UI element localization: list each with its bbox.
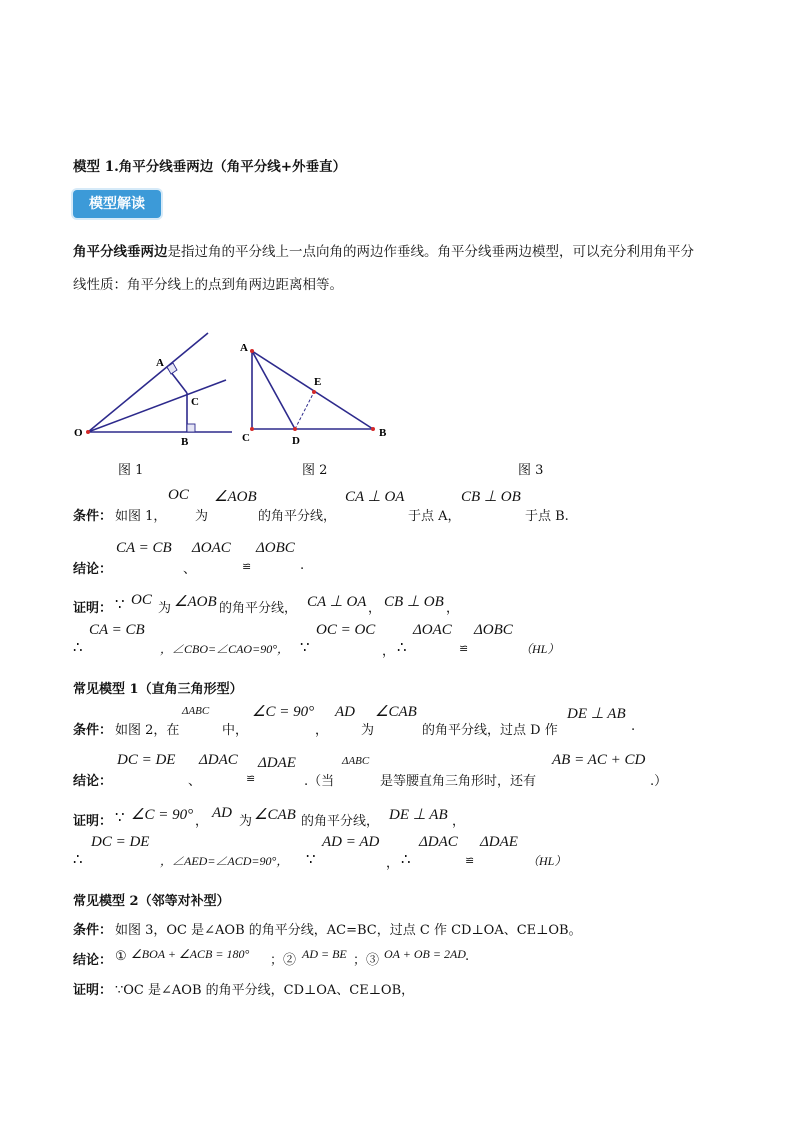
model0-proof-therefore-2: ∴ <box>397 638 407 656</box>
model1-proof-ad-eq-ad: AD = AD <box>322 834 380 850</box>
intro-line-1 <box>73 240 694 260</box>
model0-proof-oc: OC <box>131 592 152 608</box>
model0-conclusion-dot: . <box>300 558 305 573</box>
model1-zhong: 中， <box>222 723 249 738</box>
model2-condition-text: 如图 3，OC 是∠AOB 的角平分线，AC=BC，过点 C 作 CD⊥OA、CE⊥OB。 <box>115 923 582 938</box>
model1-proof-end: ， <box>452 814 466 829</box>
model2-title: 常见模型 2（邻等对补型） <box>73 894 230 909</box>
figure-1-caption: 图 1 <box>118 463 144 478</box>
fig2-label-d: D <box>292 435 300 447</box>
model0-oc: OC <box>168 487 189 503</box>
model1-condition-pre: 如图 2，在 <box>115 723 180 738</box>
model1-proof-therefore-2: ∴ <box>401 850 411 868</box>
model1-comma: ， <box>315 723 329 738</box>
model0-proof-tri-oac: ΔOAC <box>413 622 452 638</box>
model0-tri-oac: ΔOAC <box>192 540 231 556</box>
model1-proof-tri-dae: ΔDAE <box>480 834 518 850</box>
model1-condition-label: 条件： <box>73 723 113 738</box>
model2-end: . <box>465 949 470 964</box>
model1-isosceles-text: 是等腰直角三角形时，还有 <box>380 774 537 789</box>
model1-conclusion-label: 结论： <box>73 774 113 789</box>
model2-condition-label: 条件： <box>73 923 113 938</box>
model1-ad: AD <box>335 704 355 720</box>
model1-congruent: ≌ <box>246 772 256 785</box>
model0-therefore: ∴ <box>73 638 83 656</box>
model-reading-badge: 模型解读 <box>73 190 161 218</box>
section-title: 模型 1.角平分线垂两边（角平分线+外垂直） <box>73 159 347 175</box>
model1-angle-cab: ∠CAB <box>375 704 417 720</box>
model2-circle-1: ① <box>115 949 127 964</box>
model0-proof-tri-obc: ΔOBC <box>474 622 513 638</box>
model0-proof-wei: 为 <box>158 601 172 616</box>
model1-wei: 为 <box>361 723 375 738</box>
model0-tri-obc: ΔOBC <box>256 540 295 556</box>
model0-proof-hl: （HL） <box>520 642 560 656</box>
model0-proof-bisector: 的角平分线， <box>219 601 298 616</box>
model1-tri-abc: ΔABC <box>182 705 210 717</box>
model2-sep-3: ；③ <box>353 953 380 968</box>
model2-proof-label: 证明： <box>73 983 113 998</box>
model0-proof-label: 证明： <box>73 601 113 616</box>
model0-at-b: 于点 B. <box>525 509 569 524</box>
model0-proof-because-2: ∵ <box>300 638 310 656</box>
model0-cb-perp-ob: CB ⊥ OB <box>461 489 521 505</box>
model1-proof-comma-2: ， <box>386 856 400 871</box>
fig1-bisector-oc <box>88 380 226 432</box>
model0-condition-pre: 如图 1， <box>115 509 167 524</box>
fig1-label-c: C <box>191 396 199 408</box>
model1-ab-eq-ac-cd: AB = AC + CD <box>552 752 646 768</box>
model1-proof-dc-eq-de: DC = DE <box>91 834 150 850</box>
fig2-point-e <box>312 390 316 394</box>
fig2-side-ab <box>252 351 373 429</box>
model0-at-a: 于点 A， <box>408 509 461 524</box>
figure-3-caption: 图 3 <box>518 463 544 478</box>
model1-tri-dac: ΔDAC <box>199 752 238 768</box>
fig1-label-b: B <box>181 436 189 448</box>
model0-proof-oc-eq-oc: OC = OC <box>316 622 376 638</box>
intro-text: 是指过角的平分线上一点向角的两边作垂线。角平分线垂两边模型，可以充分利用角平分 <box>167 244 694 260</box>
model0-conclusion-label: 结论： <box>73 562 113 577</box>
fig2-point-d <box>293 427 297 431</box>
model2-proof-text: ∵OC 是∠AOB 的角平分线，CD⊥OA、CE⊥OB， <box>115 983 415 998</box>
intro-line-2: 线性质：角平分线上的点到角两边距离相等。 <box>73 277 343 293</box>
model0-proof-congruent: ≌ <box>459 642 469 655</box>
fig2-segment-de <box>295 392 314 429</box>
model0-ca-eq-cb: CA = CB <box>116 540 172 556</box>
fig2-bisector-ad <box>252 351 295 429</box>
intro-bold-term: 角平分线垂两边 <box>73 244 168 260</box>
model1-close: .） <box>650 774 668 789</box>
fig2-label-b: B <box>379 427 387 439</box>
model1-separator: 、 <box>188 774 202 789</box>
model2-sep-2: ；② <box>270 953 297 968</box>
model0-ca-perp-oa: CA ⊥ OA <box>345 489 405 505</box>
fig2-point-a <box>250 349 254 353</box>
model1-proof-comma: ， <box>195 814 209 829</box>
model0-proof-cb-perp: CB ⊥ OB <box>384 594 444 610</box>
model1-proof-wei: 为 <box>239 814 253 829</box>
model1-proof-angles: ，∠AED=∠ACD=90°， <box>160 854 289 868</box>
model1-proof-bisector: 的角平分线， <box>301 814 380 829</box>
model1-proof-label: 证明： <box>73 814 113 829</box>
model1-proof-congruent: ≌ <box>465 854 475 867</box>
model2-eq-ad-be: AD = BE <box>302 947 347 961</box>
model2-eq-angle-sum: ∠BOA + ∠ACB = 180° <box>131 947 250 961</box>
model0-angle-aob: ∠AOB <box>214 489 257 505</box>
model1-angle-c-90: ∠C = 90° <box>252 704 315 720</box>
model0-wei: 为 <box>195 509 209 524</box>
model1-because: ∵ <box>115 808 125 826</box>
figure-2-diagram <box>236 335 396 450</box>
model1-proof-tri-dac: ΔDAC <box>419 834 458 850</box>
model0-bisector-text: 的角平分线， <box>258 509 337 524</box>
fig1-label-o: O <box>74 427 83 439</box>
model2-eq-oa-ob: OA + OB = 2AD <box>384 947 466 961</box>
model1-tri-abc-2: ΔABC <box>342 755 370 767</box>
model1-proof-cab: ∠CAB <box>254 807 296 823</box>
figure-1-diagram <box>70 325 235 450</box>
model1-proof-ad: AD <box>212 805 232 821</box>
fig1-point-o <box>86 430 90 434</box>
model1-proof-because-2: ∵ <box>306 850 316 868</box>
model0-because: ∵ <box>115 595 125 613</box>
model0-proof-comma: ， <box>368 601 382 616</box>
model0-proof-ca-perp: CA ⊥ OA <box>307 594 367 610</box>
model1-tri-dae: ΔDAE <box>258 755 296 771</box>
model1-proof-c90: ∠C = 90° <box>131 807 194 823</box>
model1-therefore: ∴ <box>73 850 83 868</box>
model0-proof-aob: ∠AOB <box>174 594 217 610</box>
model1-cond-dot: . <box>631 719 636 734</box>
figure-2-caption: 图 2 <box>302 463 328 478</box>
model2-conclusion-label: 结论： <box>73 953 113 968</box>
model1-de-perp-ab: DE ⊥ AB <box>567 706 626 722</box>
fig2-label-e: E <box>314 376 322 388</box>
fig2-point-b <box>371 427 375 431</box>
model1-bisector-text: 的角平分线，过点 D 作 <box>422 723 558 738</box>
fig1-label-a: A <box>156 357 164 369</box>
model0-proof-end: ， <box>446 601 460 616</box>
fig1-ray-oa <box>88 333 208 432</box>
model0-congruent: ≌ <box>242 560 252 573</box>
model0-proof-ca-eq-cb: CA = CB <box>89 622 145 638</box>
fig2-label-c: C <box>242 432 250 444</box>
model1-when: .（当 <box>304 774 335 789</box>
model1-proof-de-perp: DE ⊥ AB <box>389 807 448 823</box>
model0-condition-label: 条件： <box>73 509 113 524</box>
fig2-label-a: A <box>240 342 248 354</box>
model0-proof-angles: ，∠CBO=∠CAO=90°， <box>160 642 289 656</box>
model1-dc-eq-de: DC = DE <box>117 752 176 768</box>
fig2-point-c <box>250 427 254 431</box>
fig1-right-angle-b <box>187 424 195 432</box>
model0-proof-comma-2: ， <box>382 644 396 659</box>
model1-title: 常见模型 1（直角三角形型） <box>73 682 243 697</box>
model0-separator: 、 <box>183 562 197 577</box>
model1-proof-hl: （HL） <box>527 854 567 868</box>
